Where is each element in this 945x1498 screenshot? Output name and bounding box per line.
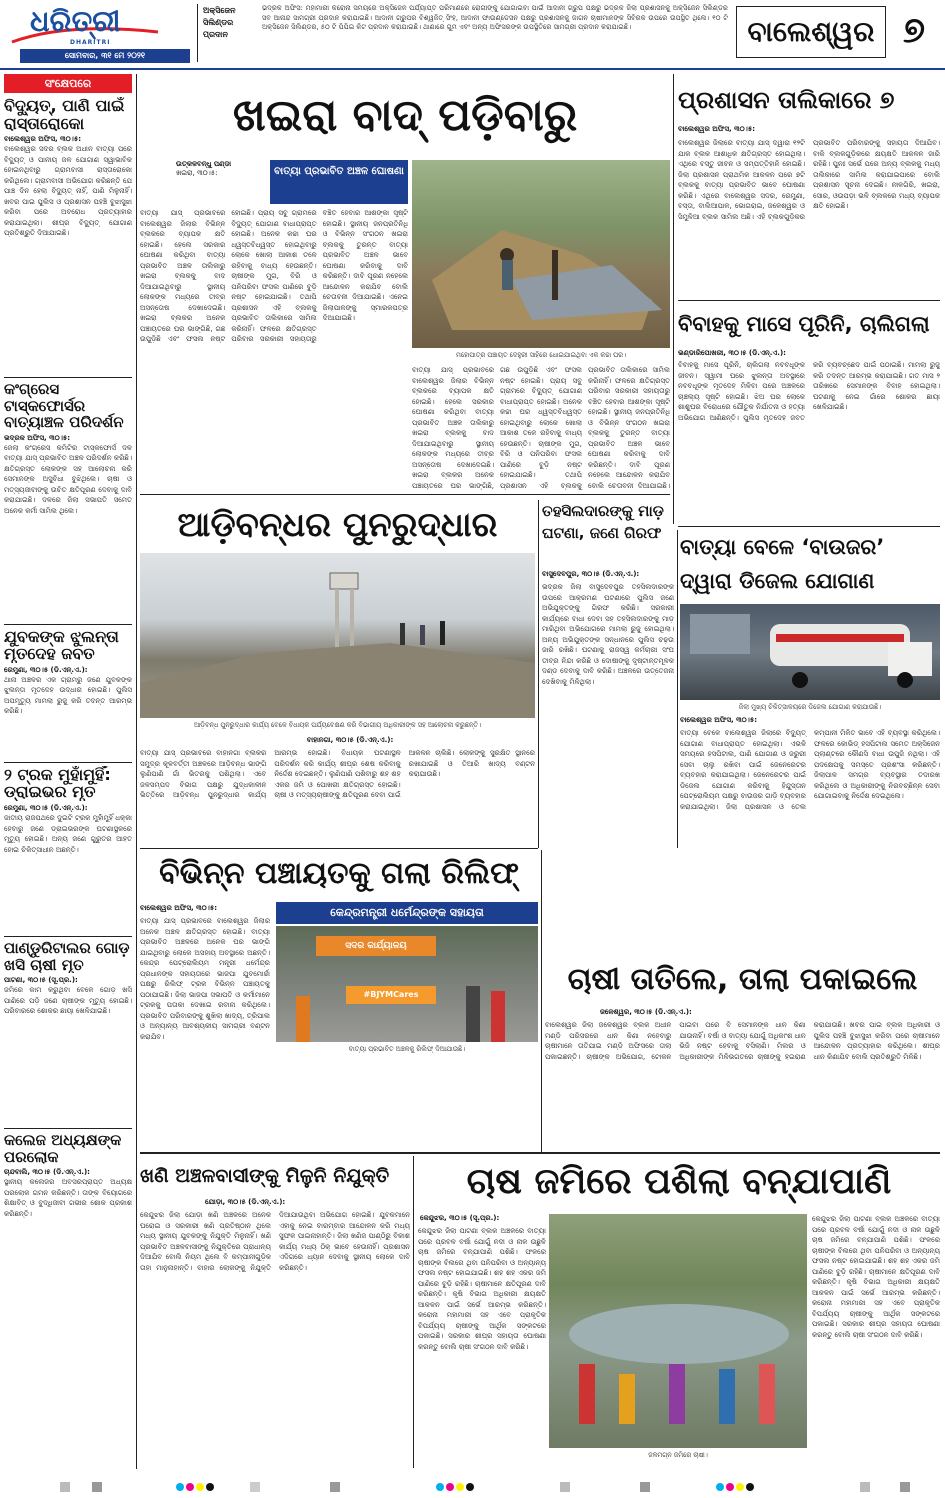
brief-body: ସ୍ଥାନୀୟ କଲେଜର ଅବସରପ୍ରାପ୍ତ ଅଧ୍ୟକ୍ଷ ପରଲୋକ ଗମନ କରିଛନ୍ତି। ତାଙ୍କ ବିୟୋଗରେ ଶିକ୍ଷାବିତ୍ ଓ ବୁଦ୍ଧିଜୀବୀ ଗଭୀର ଶୋକ ପ୍ରକାଶ କରିଛନ୍ତି। [4, 1178, 132, 1218]
brief-item [4, 628, 132, 759]
relief-photo-banner: #BJYMCares [346, 986, 436, 1004]
embankment-byline: ବାହାନଗା, ୩୦।୫ (ଡି.ଏନ୍.ଏ.): [306, 736, 394, 744]
brief-body: ଥାନା ଅଞ୍ଚଳର ଏକ ଗ୍ରାମରୁ ଜଣେ ଯୁବକଙ୍କ ଝୁଲନ୍ତା ମୃତଦେହ ଉଦ୍ଧାର ହୋଇଛି। ପୁଲିସ ଅପମୃତ୍ୟୁ ମାମଲା ରୁଜୁ କରି ତଦନ୍ତ ଆରମ୍ଭ କରିଛି। [4, 675, 132, 716]
issue-date: ସୋମବାର, ୩୧ ମେ ୨୦୨୧ [64, 51, 146, 60]
district-box [736, 6, 886, 58]
mining-body: କେନ୍ଦୁଝର ଜିଲା ଯୋଡ଼ା ଖଣି ଅଞ୍ଚଳରେ ଅନେକ ଘରୋଇ ଓ ସରକାରୀ ଖଣି ପ୍ରତିଷ୍ଠାନ ଥିଲେ ମଧ୍ୟ ସ୍ଥାନୀୟ ଯୁବକଙ୍କୁ ନିଯୁକ୍ତି ମିଳୁନାହିଁ। ଖଣି ପ୍ରଭାବିତ ଅଞ୍ଚଳବାସୀଙ୍କୁ ନିଯୁକ୍ତିରେ ପ୍ରାଧାନ୍ୟ ଦିଆଯିବ ବୋଲି ନିୟମ ଥିଲେ ବି କମ୍ପାନୀଗୁଡ଼ିକ ତାହା ମାନୁନାହାନ୍ତି। ବାହାର ଲୋକଙ୍କୁ ନିଯୁକ୍ତି ଦିଆଯାଉଥିବା ଅଭିଯୋଗ ହୋଇଛି। ଯୁବକମାନେ ଏହାକୁ ନେଇ ବାରମ୍ବାର ଆନ୍ଦୋଳନ କରି ମଧ୍ୟ ସୁଫଳ ପାଇନାହାନ୍ତି। ଜିଲା ଖଣିଜ ପାଣ୍ଠିରୁ ବିକାଶ କାର୍ଯ୍ୟ ମଧ୍ୟ ଠିକ୍ ଭାବେ ହେଉନାହିଁ। ପ୍ରଶାସନ ଏଦିଗରେ ଧ୍ୟାନ ଦେବାକୁ ସ୍ଥାନୀୟ ଲୋକେ ଦାବି କରିଛନ୍ତି। [140, 1211, 410, 1272]
brief-item [4, 1132, 132, 1317]
embankment-body: ବାତ୍ୟା ଯାସ୍ ପ୍ରଭାବରେ ବାହାନଗା ବ୍ଲକର ସମୁଦ୍ର କୂଳବର୍ତ୍ତୀ ଅଞ୍ଚଳରେ ଆଡ଼ିବନ୍ଧ ଭାଙ୍ଗି ଲୁଣିପାଣି ଗାଁ ଭିତରକୁ ପଶିଥିଲା। ଏବେ ଜଳସମ୍ପଦ ବିଭାଗ ପକ୍ଷରୁ ଯୁଦ୍ଧକାଳୀନ ଭିତ୍ତିରେ ଆଡ଼ିବନ୍ଧ ପୁନରୁଦ୍ଧାର କାର୍ଯ୍ୟ ଆରମ୍ଭ ହୋଇଛି। ବିଧାୟକ ଘଟଣାସ୍ଥଳ ପରିଦର୍ଶନ କରି କାର୍ଯ୍ୟ ଶୀଘ୍ର ଶେଷ କରିବାକୁ ନିର୍ଦ୍ଦେଶ ଦେଇଛନ୍ତି। ଲୁଣିପାଣି ପଶିବାରୁ ଶହ ଶହ ଏକର ଜମି ଓ ପୋଖରୀ କ୍ଷତିଗ୍ରସ୍ତ ହୋଇଛି। ଚାଷୀ ଓ ମତ୍ସ୍ୟଚାଷୀଙ୍କୁ କ୍ଷତିପୂରଣ ଦେବା ପାଇଁ ଆକଳନ ଚାଲିଛି। ଲୋକଙ୍କୁ ସୁରକ୍ଷିତ ସ୍ଥାନରେ ରଖାଯାଇଛି ଓ ତିଆରି ଖାଦ୍ୟ ବଣ୍ଟନ କରାଯାଉଛି। [140, 749, 535, 799]
brief-byline: ଭଦ୍ରକ ଅଫିସ, ୩୦।୫: [4, 433, 71, 442]
marriage-body: ବିବାହକୁ ମାସେ ପୂରିନି, ଚାଲିଗଲା ନବବଧୂଙ୍କ ଜୀବନ। ସ୍ୱାମୀ ଘରେ ଝୁଲନ୍ତା ଅବସ୍ଥାରେ ନବବଧୂଙ୍କ ମୃତଦେହ ମିଳିବା ପରେ ଅଞ୍ଚଳରେ ଚାଞ୍ଚଲ୍ୟ ସୃଷ୍ଟି ହୋଇଛି। ଝିଅ ଘର ଲୋକେ ଶାଶୁଘର ବିରୋଧରେ ଯୌତୁକ ନିର୍ଯାତନା ଓ ହତ୍ୟା ଅଭିଯୋଗ ଆଣିଛନ୍ତି। ପୁଲିସ ମୃତଦେହ ଜବତ କରି ବ୍ୟବଚ୍ଛେଦ ପାଇଁ ପଠାଇଛି। ମାମଲା ରୁଜୁ କରି ତଦନ୍ତ ଆରମ୍ଭ କରାଯାଇଛି। ଗତ ମାସ ୨ ତାରିଖରେ ସେମାନଙ୍କ ବିବାହ ହୋଇଥିଲା। ଘଟଣାକୁ ନେଇ ଗାଁରେ ଶୋକର ଛାୟା ଖେଳିଯାଇଛି। [678, 361, 940, 422]
tahsildar-headline: ତହସିଲଦାରଙ୍କୁ ମାଡ଼ ଘଟଣା, ଜଣେ ଗିରଫ [542, 502, 664, 542]
lead-headline: ଖଇରା ବାଦ୍ ପଡ଼ିବାରୁ [232, 90, 578, 141]
diesel-photo-caption: ଜିଲା ମୁଖ୍ୟ ଚିକିତ୍ସାଳୟରେ ଡିଜେଲ ଯୋଗାଣ କରାଯାଉଛି। [738, 703, 882, 711]
mining-headline: ଖଣି ଅଞ୍ଚଳବାସୀଙ୍କୁ ମିଳୁନି ନିଯୁକ୍ତି [140, 1165, 390, 1187]
logo-text: ଧରିତ୍ରୀ [30, 4, 121, 38]
print-registration-bar [0, 1476, 945, 1498]
farmer-byline: ଜଳେଶ୍ୱର, ୩୦।୫ (ଡି.ଏନ୍.ଏ.): [600, 1008, 692, 1016]
fuel-truck-icon [680, 604, 940, 700]
marriage-headline: ବିବାହକୁ ମାସେ ପୂରିନି, ଚାଲିଗଲା [678, 312, 930, 336]
brief-item [4, 97, 132, 374]
flood-byline: କେନ୍ଦୁଝର, ୩୦।୫ (ସୂ.ପ୍ର.): [420, 1214, 500, 1222]
brief-item [4, 940, 132, 1125]
date-bar [20, 49, 190, 63]
flash-label: ଅକ୍ସିଜେନ ସିଲିଣ୍ଡର ପ୍ରଦାନ [203, 6, 236, 39]
brief-body: ଜେଲା କଂଗ୍ରେସ କମିଟିର ଟାସ୍କଫୋର୍ସ ଦଳ ବାତ୍ୟା ଯାସ୍ ପ୍ରଭାବିତ ଅଞ୍ଚଳ ପରିଦର୍ଶନ କରିଛି। କ୍ଷତିଗ୍ରସ୍ତ ଲୋକଙ୍କ ସହ ଆଲୋଚନା କରି ସେମାନଙ୍କ ଅସୁବିଧା ବୁଝିଥିଲେ। ଚାଷୀ ଓ ମତ୍ସ୍ୟଜୀବୀଙ୍କୁ ଉଚିତ କ୍ଷତିପୂରଣ ଦେବାକୁ ଦାବି କରାଯାଇଛି। ଦଳରେ ଜିଲା ସଭାପତି ସମେତ ଅନେକ କର୍ମୀ ସାମିଲ ଥିଲେ। [4, 443, 132, 515]
lead-body-continued: ବାତ୍ୟା ଯାସ୍ ପ୍ରଭାବରେ ବାଲେଶ୍ୱର ଜିଲାର ବିଭିନ୍ନ ବ୍ଲକରେ ବ୍ୟାପକ କ୍ଷତି ହୋଇଛି। ହେଲେ ସରକାର ଘୋଷଣା କରିଥିବା ବାତ୍ୟା ପ୍ରଭାବିତ ଅଞ୍ଚଳ ତାଲିକାରୁ ଖଇରା ବ୍ଲକକୁ ବାଦ ଦିଆଯାଇଥିବାରୁ ସ୍ଥାନୀୟ ଲୋକଙ୍କ ମଧ୍ୟରେ ତୀବ୍ର ଅସନ୍ତୋଷ ଦେଖାଦେଇଛି। ଖଇରା ବ୍ଲକର ଅନେକ ପଞ୍ଚାୟତରେ ଘର ଭାଙ୍ଗିଛି, ଗଛ ଉପୁଡ଼ିଛି ଏବଂ ଫସଲ ନଷ୍ଟ ହୋଇଛି। ପ୍ରାୟ ସବୁ ଗ୍ରାମରେ ବିଦ୍ୟୁତ୍ ଯୋଗାଣ ବାଧାପ୍ରାପ୍ତ ହୋଇଛି। ଅନେକ କଚ୍ଚା ଘର ଧ୍ୱସ୍ତବିଧ୍ୱସ୍ତ ହୋଇଥିବାରୁ ଲୋକେ ଖୋଲା ଆକାଶ ତଳେ ରହିବାକୁ ବାଧ୍ୟ ହେଉଛନ୍ତି। ଚାଷୀଙ୍କ ମୁଗ, ବିରି ଓ ପନିପରିବା ଫସଲ ପାଣିରେ ବୁଡ଼ି ନଷ୍ଟ ହୋଇଯାଇଛି। ତଥାପି ପ୍ରଶାସନ ଏହି ବ୍ଲକକୁ ପ୍ରଭାବିତ ତାଲିକାରେ ସାମିଲ କରିନାହିଁ। ଫଳରେ କ୍ଷତିଗ୍ରସ୍ତ ପରିବାର ସରକାରୀ ସହାୟତାରୁ ବଞ୍ଚିତ ହେବାର ଆଶଙ୍କା ସୃଷ୍ଟି ହୋଇଛି। ସ୍ଥାନୀୟ ଜନପ୍ରତିନିଧି ଓ ବିଭିନ୍ନ ସଂଗଠନ ଖଇରା ବ୍ଲକକୁ ତୁରନ୍ତ ବାତ୍ୟା ପ୍ରଭାବିତ ଅଞ୍ଚଳ ଭାବେ ଘୋଷଣା କରିବାକୁ ଦାବି କରିଛନ୍ତି। ଦାବି ପୂରଣ ନହେଲେ ଆନ୍ଦୋଳନ କରାଯିବ ବୋଲି ଚେତାବନୀ ଦିଆଯାଇଛି। [412, 366, 670, 490]
mining-byline: ଯୋଡ଼ା, ୩୦।୫ (ଡି.ଏନ୍.ଏ.): [205, 1198, 286, 1206]
brief-headline: କଂଗ୍ରେସ ଟାସ୍କଫୋର୍ସର ବାତ୍ୟାଞ୍ଚଳ ପରିଦର୍ଶନ [4, 381, 124, 431]
lead-byline-block [176, 160, 266, 184]
embankment-photo [140, 553, 535, 718]
watchtower-icon [140, 553, 535, 718]
brief-headline: କଲେଜ ଅଧ୍ୟକ୍ଷଙ୍କ ପରଲୋକ [4, 1132, 122, 1166]
lead-photo [412, 160, 670, 348]
brief-byline: ରେମୁଣା, ୩୦।୫ (ଡି.ଏନ୍.ଏ.): [4, 804, 88, 813]
brief-headline: ପାଣ୍ଡୁରିଟାଲର ଗୋଡ଼ ଖସି ଚାଷୀ ମୃତ [4, 940, 130, 974]
brief-headline: ଯୁବକଙ୍କ ଝୁଲନ୍ତା ମୃତଦେହ ଜବତ [4, 627, 119, 663]
right-top-byline: ବାଲେଶ୍ୱର ଅଫିସ, ୩୦।୫: [678, 125, 755, 133]
brief-byline: ଚାନ୍ଦବାଲି, ୩୦।୫ (ଡି.ଏନ୍.ଏ.): [4, 1168, 90, 1177]
diesel-byline: ବାଲେଶ୍ୱର ଅଫିସ, ୩୦।୫: [680, 716, 757, 724]
section-tag: ସଂକ୍ଷେପରେ [4, 74, 132, 93]
marriage-byline: ଭଣ୍ଡାରିପୋଖରୀ, ୩୦।୫ (ଡି.ଏନ୍.ଏ.): [678, 349, 786, 357]
flood-photo [549, 1214, 807, 1448]
brief-headline: ବିଦ୍ୟୁତ୍, ପାଣି ପାଇଁ ରାସ୍ତାରୋକୋ [4, 97, 125, 133]
relief-byline: ବାଲେଶ୍ୱର ଅଫିସ, ୩୦।୫: [140, 904, 217, 912]
farmer-body: ବାଲେଶ୍ୱର ଜିଲା ଜଳେଶ୍ୱର ବ୍ଲକ ଅଧୀନ ମଣ୍ଡି ପରିସରରେ ଧାନ କିଣା ନହେବାରୁ ଚାଷୀମାନେ ତାତିଯାଇ ମଣ୍ଡି ଅଫିସରେ ତାଲା ପକାଇଛନ୍ତି। ଚାଷୀଙ୍କ ଅଭିଯୋଗ, ଟୋକନ ପାଇବା ପରେ ବି ସେମାନଙ୍କ ଧାନ କିଣା ଯାଉନାହିଁ। ବର୍ଷା ଓ ବାତ୍ୟା ଯୋଗୁଁ ଅଧିକାଂଶ ଧାନ ଭିଜି ନଷ୍ଟ ହେବାକୁ ବସିଲାଣି। ମିଲର ଓ ଅଧିକାରୀଙ୍କ ମିଳିଭଗତରେ ଚାଷୀଙ୍କୁ ହଇରାଣ କରାଯାଉଛି। ଖବର ପାଇ ବ୍ଲକ ଅଧିକାରୀ ଓ ପୁଲିସ ପହଞ୍ଚି ବୁଝାସୁଝା କରିବା ପରେ ଚାଷୀମାନେ ଆନ୍ଦୋଳନ ପ୍ରତ୍ୟାହାର କରିଥିଲେ। ଶୀଘ୍ର ଧାନ କିଣାଯିବ ବୋଲି ପ୍ରତିଶ୍ରୁତି ମିଳିଛି। [545, 1021, 940, 1061]
dharitri-logo [8, 2, 163, 48]
brief-item [4, 381, 132, 621]
lead-photo-caption: ମହୋପାତ୍ର ପଞ୍ଚାୟତ ଦେହୁରୀ ସାହିରେ ଧୋଇଯାଇଥିବା ଏକ କଚ୍ଚା ଘର। [455, 351, 627, 359]
embankment-photo-caption: ଆଡ଼ିବନ୍ଧ ପୁନରୁଦ୍ଧାର କାର୍ଯ୍ୟ ବେଳେ ବିଧାୟକ ପର୍ଯ୍ୟବେକ୍ଷଣ କରି ବିଭାଗୀୟ ଅଧିକାରୀଙ୍କ ସହ ଆଲୋଚନା କରୁଛନ୍ତି। [193, 721, 481, 729]
relief-photo [276, 926, 538, 1042]
flood-body: କେନ୍ଦୁଝର ଜିଲା ପାଟଣା ବ୍ଲକ ଅଞ୍ଚଳରେ ବାତ୍ୟା ପରେ ପ୍ରବଳ ବର୍ଷା ଯୋଗୁଁ ନଦୀ ଓ ନାଳ ଉଛୁଳି ଚାଷ ଜମିରେ ବନ୍ଯାପାଣି ପଶିଛି। ଫଳରେ ଚାଷୀଙ୍କ ବିଲରେ ଥିବା ପନିପରିବା ଓ ଅନ୍ୟାନ୍ୟ ଫସଲ ନଷ୍ଟ ହୋଇଯାଇଛି। ଶହ ଶହ ଏକର ଜମି ପାଣିରେ ବୁଡ଼ି ରହିଛି। ଚାଷୀମାନେ କ୍ଷତିପୂରଣ ଦାବି କରିଛନ୍ତି। କୃଷି ବିଭାଗ ଅଧିକାରୀ କ୍ଷୟକ୍ଷତି ଆକଳନ ପାଇଁ ସର୍ଭେ ଆରମ୍ଭ କରିଛନ୍ତି। କରୋନା ମହାମାରୀ ସହ ଏବେ ପ୍ରାକୃତିକ ବିପର୍ଯ୍ୟୟ ଚାଷୀଙ୍କୁ ଆର୍ଥିକ ସଙ୍କଟରେ ପକାଇଛି। ସରକାର ଶୀଘ୍ର ସହାୟତା ଘୋଷଣା କରନ୍ତୁ ବୋଲି ଚାଷୀ ସଂଗଠନ ଦାବି କରିଛି। [418, 1227, 546, 1351]
brief-body: ଜାତୀୟ ରାଜପଥରେ ଦୁଇଟି ଟ୍ରକ ମୁହାଁମୁହିଁ ଧକ୍କା ହେବାରୁ ଜଣେ ଡ୍ରାଇଭରଙ୍କ ଘଟଣାସ୍ଥଳରେ ମୃତ୍ୟୁ ହୋଇଛି। ଅନ୍ୟ ଜଣେ ଗୁରୁତର ଆହତ ହୋଇ ଚିକିତ୍ସାଧୀନ ଅଛନ୍ତି। [4, 814, 132, 854]
tahsildar-byline: ବାସୁଦେବପୁର, ୩୦।୫ (ଡି.ଏନ୍.ଏ.): [542, 570, 640, 578]
relief-badge [276, 902, 538, 924]
right-top-headline: ପ୍ରଶାସନ ତାଲିକାରେ ୭ [678, 86, 895, 114]
diesel-headline: ବାତ୍ୟା ବେଳେ ‘ବାଉଜର’ ଦ୍ୱାରା ଡିଜେଲ ଯୋଗାଣ [680, 535, 885, 593]
flood-body-right: କେନ୍ଦୁଝର ଜିଲା ପାଟଣା ବ୍ଲକ ଅଞ୍ଚଳରେ ବାତ୍ୟା ପରେ ପ୍ରବଳ ବର୍ଷା ଯୋଗୁଁ ନଦୀ ଓ ନାଳ ଉଛୁଳି ଚାଷ ଜମିରେ ବନ୍ଯାପାଣି ପଶିଛି। ଫଳରେ ଚାଷୀଙ୍କ ବିଲରେ ଥିବା ପନିପରିବା ଓ ଅନ୍ୟାନ୍ୟ ଫସଲ ନଷ୍ଟ ହୋଇଯାଇଛି। ଶହ ଶହ ଏକର ଜମି ପାଣିରେ ବୁଡ଼ି ରହିଛି। ଚାଷୀମାନେ କ୍ଷତିପୂରଣ ଦାବି କରିଛନ୍ତି। କୃଷି ବିଭାଗ ଅଧିକାରୀ କ୍ଷୟକ୍ଷତି ଆକଳନ ପାଇଁ ସର୍ଭେ ଆରମ୍ଭ କରିଛନ୍ତି। କରୋନା ମହାମାରୀ ସହ ଏବେ ପ୍ରାକୃତିକ ବିପର୍ଯ୍ୟୟ ଚାଷୀଙ୍କୁ ଆର୍ଥିକ ସଙ୍କଟରେ ପକାଇଛି। ସରକାର ଶୀଘ୍ର ସହାୟତା ଘୋଷଣା କରନ୍ତୁ ବୋଲି ଚାଷୀ ସଂଗଠନ ଦାବି କରିଛି। [812, 1215, 940, 1339]
farmer-headline: ଚାଷୀ ତାତିଲେ, ତାଲା ପକାଇଲେ [567, 962, 918, 997]
relief-body: ବାତ୍ୟା ଯାସ୍ ପ୍ରଭାବରେ ବାଲେଶ୍ୱର ଜିଲାର ଅନେକ ଅଞ୍ଚଳ କ୍ଷତିଗ୍ରସ୍ତ ହୋଇଛି। ବାତ୍ୟା ପ୍ରଭାବିତ ଅଞ୍ଚଳରେ ଅନେକ ଘର ଭାଙ୍ଗି ଯାଇଥିବାରୁ ଲୋକେ ଅସହାୟ ଅବସ୍ଥାରେ ଅଛନ୍ତି। କେନ୍ଦ୍ର ପେଟ୍ରୋଲିୟମ ମନ୍ତ୍ରୀ ଧର୍ମେନ୍ଦ୍ର ପ୍ରଧାନଙ୍କ ସହାୟତାରେ ଭାଜପା ଯୁବମୋର୍ଚ୍ଚା ପକ୍ଷରୁ ରିଲିଫ୍ ଟ୍ରକ ବିଭିନ୍ନ ପଞ୍ଚାୟତକୁ ପଠାଯାଇଛି। ଜିଲା ଭାଜପା ସଭାପତି ଓ କର୍ମୀମାନେ ଟ୍ରକକୁ ପତାକା ଦେଖାଇ ରବାନା କରିଥିଲେ। ପ୍ରଭାବିତ ପରିବାରଙ୍କୁ ଶୁଖିଲା ଖାଦ୍ୟ, ତ୍ରିପାଲ ଓ ଅନ୍ୟାନ୍ୟ ଆବଶ୍ୟକୀୟ ସାମଗ୍ରୀ ବଣ୍ଟନ କରାଯିବ। [140, 917, 270, 1041]
relief-people-icon [276, 926, 538, 1042]
flood-headline: ଚାଷ ଜମିରେ ପଶିଲା ବନ୍ଯାପାଣି [466, 1161, 892, 1202]
lead-body: ବାତ୍ୟା ଯାସ୍ ପ୍ରଭାବରେ ବାଲେଶ୍ୱର ଜିଲାର ବିଭିନ୍ନ ବ୍ଲକରେ ବ୍ୟାପକ କ୍ଷତି ହୋଇଛି। ହେଲେ ସରକାର ଘୋଷଣା କରିଥିବା ବାତ୍ୟା ପ୍ରଭାବିତ ଅଞ୍ଚଳ ତାଲିକାରୁ ଖଇରା ବ୍ଲକକୁ ବାଦ ଦିଆଯାଇଥିବାରୁ ସ୍ଥାନୀୟ ଲୋକଙ୍କ ମଧ୍ୟରେ ତୀବ୍ର ଅସନ୍ତୋଷ ଦେଖାଦେଇଛି। ଖଇରା ବ୍ଲକର ଅନେକ ପଞ୍ଚାୟତରେ ଘର ଭାଙ୍ଗିଛି, ଗଛ ଉପୁଡ଼ିଛି ଏବଂ ଫସଲ ନଷ୍ଟ ହୋଇଛି। ପ୍ରାୟ ସବୁ ଗ୍ରାମରେ ବିଦ୍ୟୁତ୍ ଯୋଗାଣ ବାଧାପ୍ରାପ୍ତ ହୋଇଛି। ଅନେକ କଚ୍ଚା ଘର ଧ୍ୱସ୍ତବିଧ୍ୱସ୍ତ ହୋଇଥିବାରୁ ଲୋକେ ଖୋଲା ଆକାଶ ତଳେ ରହିବାକୁ ବାଧ୍ୟ ହେଉଛନ୍ତି। ଚାଷୀଙ୍କ ମୁଗ, ବିରି ଓ ପନିପରିବା ଫସଲ ପାଣିରେ ବୁଡ଼ି ନଷ୍ଟ ହୋଇଯାଇଛି। ତଥାପି ପ୍ରଶାସନ ଏହି ବ୍ଲକକୁ ପ୍ରଭାବିତ ତାଲିକାରେ ସାମିଲ କରିନାହିଁ। ଫଳରେ କ୍ଷତିଗ୍ରସ୍ତ ପରିବାର ସରକାରୀ ସହାୟତାରୁ ବଞ୍ଚିତ ହେବାର ଆଶଙ୍କା ସୃଷ୍ଟି ହୋଇଛି। ସ୍ଥାନୀୟ ଜନପ୍ରତିନିଧି ଓ ବିଭିନ୍ନ ସଂଗଠନ ଖଇରା ବ୍ଲକକୁ ତୁରନ୍ତ ବାତ୍ୟା ପ୍ରଭାବିତ ଅଞ୍ଚଳ ଭାବେ ଘୋଷଣା କରିବାକୁ ଦାବି କରିଛନ୍ତି। ଦାବି ପୂରଣ ନହେଲେ ଆନ୍ଦୋଳନ କରାଯିବ ବୋଲି ଚେତାବନୀ ଦିଆଯାଇଛି। ଏନେଇ ଜିଲାପାଳଙ୍କୁ ସ୍ମାରକପତ୍ର ଦିଆଯାଇଛି। [140, 209, 408, 343]
brief-byline: ବାଲେଶ୍ୱର ଅଫିସ, ୩୦।୫: [4, 135, 81, 144]
embankment-headline: ଆଡ଼ିବନ୍ଧର ପୁନରୁଦ୍ଧାର [177, 505, 498, 545]
relief-badge-text: କେନ୍ଦ୍ରମନ୍ତ୍ରୀ ଧର୍ମେନ୍ଦ୍ରଙ୍କ ସହାୟତା [330, 906, 484, 919]
brief-item [4, 766, 132, 933]
page-number: ୭ [902, 10, 926, 51]
flash-text: ଭଦ୍ରକ ଅଫିସ: ମହାମାରୀ କରୋନା ସମୟରେ ଅକ୍ସିଜେନ ପର୍ଯ୍ୟାପ୍ତ ପରିମାଣରେ ରୋଗୀଙ୍କୁ ଯୋଗାଇବା ପାଇଁ ଆଦାନୀ ଗ୍ରୁପ ପକ୍ଷରୁ ଭଦ୍ରକ ଜିଲା ପ୍ରଶାସନକୁ ଅକ୍ସିଜେନ ସିଲିଣ୍ଡର ସବ ଆନାନ୍ଦ ସାମଗ୍ରୀ ପ୍ରଦାନ କରାଯାଇଛି। ଆଦାନୀ ଗ୍ରୁପର ବିଶ୍ୱଜିତ୍ ସିଂହ, ଆଦାନୀ ଫାଉଣ୍ଡେସନ ପକ୍ଷରୁ ପ୍ରଶାସନକୁ ଜାଗନ ଚାଷୀମାନଙ୍କ ସିବିରକ ଉପରେ ଉପସ୍ଥିତ ଥିଲେ। ୧୦ ଟି ଅକ୍ସିଜେନ ସିଲିଣ୍ଡର, ୫୦ ଟି ପିପିଇ କିଟ ପ୍ରଦାନ କରାଯାଇଛି। ଥାଣାରେ ଗୁମ ଏବଂ ଅନ୍ୟ ଅଫିସରଙ୍କ ଉପସ୍ଥିତିରେ ସାମଗ୍ରୀ ପ୍ରଦାନ କରାଯାଇଛି। [262, 4, 728, 31]
left-column [4, 74, 132, 1469]
brief-body: ବାଲେଶ୍ୱର ସଦର ବ୍ଲକ ଅଧୀନ ବାତ୍ୟା ପରେ ବିଦ୍ୟୁତ୍ ଓ ପାନୀୟ ଜଳ ଯୋଗାଣ ସ୍ୱାଭାବିକ ହୋଇନଥିବାରୁ ଗ୍ରାମବାସୀ ରାସ୍ତାରୋକୋ କରିଥିଲେ। ଗ୍ରାମବାସୀ ଅଭିଯୋଗ କରିଛନ୍ତି ଯେ ପାଞ୍ଚ ଦିନ ହେଲା ବିଦ୍ୟୁତ୍ ନାହିଁ, ପାଣି ମିଳୁନାହିଁ। ଖବର ପାଇ ପୁଲିସ ଓ ପ୍ରଶାସନ ପହଞ୍ଚି ବୁଝାସୁଝା କରିବା ପରେ ଅବରୋଧ ପ୍ରତ୍ୟାହାର କରାଯାଇଥିଲା। ଶୀଘ୍ର ବିଦ୍ୟୁତ୍ ଯୋଗାଣ ପ୍ରତିଶ୍ରୁତି ଦିଆଯାଇଛି। [4, 145, 132, 238]
collapsed-hut-icon [412, 160, 670, 348]
flood-photo-caption: ଜଳମଗ୍ନ ଜମିରେ ଚାଷୀ। [648, 1451, 708, 1459]
brief-byline: ପାଟଣା, ୩୦।୫ (ସୂ.ପ୍ର.): [4, 976, 78, 985]
relief-photo-caption: ବାତ୍ୟା ପ୍ରଭାବିତ ଅଞ୍ଚଳକୁ ରିଲିଫ୍ ଦିଆଯାଉଛି। [348, 1045, 466, 1053]
tahsildar-body: ଭଦ୍ରକ ଜିଲା ବାସୁଦେବପୁର ତହସିଲଦାରଙ୍କ ଉପରେ ଆକ୍ରମଣ ଘଟଣାରେ ପୁଲିସ ଜଣେ ଅଭିଯୁକ୍ତଙ୍କୁ ଗିରଫ କରିଛି। ସରକାରୀ କାର୍ଯ୍ୟରେ ବାଧା ଦେବା ସହ ତହସିଲଦାରଙ୍କୁ ମାଡ଼ ମାରିଥିବା ଅଭିଯୋଗରେ ମାମଲା ରୁଜୁ ହୋଇଥିଲା। ଅନ୍ୟ ଅଭିଯୁକ୍ତଙ୍କ ସନ୍ଧାନରେ ପୁଲିସ ଚଢ଼ଉ ଜାରି ରଖିଛି। ଘଟଣାକୁ ରାଜସ୍ୱ କର୍ମଚାରୀ ସଂଘ ତୀବ୍ର ନିନ୍ଦା କରିଛି ଓ ଦୋଷୀଙ୍କୁ ଦୃଷ୍ଟାନ୍ତମୂଳକ ଦଣ୍ଡ ଦେବାକୁ ଦାବି କରିଛି। ଅଞ୍ଚଳରେ ଉତ୍ତେଜନା ଦେଖିବାକୁ ମିଳିଥିଲା। [542, 583, 674, 686]
right-top-body: ବାଲେଶ୍ୱର ଜିଲାରେ ବାତ୍ୟା ଯାସ୍ ଦ୍ୱାରା ୧୨ଟି ଯାକ ବ୍ଲକ ଆଶାଧିକ କ୍ଷତିଗ୍ରସ୍ତ ହୋଇଥିଲା। ଏଥିରେ ବସ୍ତୁ ଜୀବନ ଓ ସମ୍ପତ୍ତିହାନି ହୋଇଛି। ଜିଲା ପ୍ରଶାସନ ପ୍ରାଥମିକ ଆକଳନ ପରେ ୭ଟି ବ୍ଲକକୁ ବାତ୍ୟା ପ୍ରଭାବିତ ଭାବେ ଘୋଷଣା କରିଛି। ଏଥିରେ ବାଲେଶ୍ୱର ସଦର, ରେମୁଣା, ବସ୍ତା, ବାଲିଆପାଳ, ଭୋଗରାଇ, ଜଳେଶ୍ୱର ଓ ସିମୁଳିଆ ବ୍ଲକ ସାମିଲ ଅଛି। ଏହି ବ୍ଲକଗୁଡ଼ିକର ପ୍ରଭାବିତ ପରିବାରଙ୍କୁ ସହାୟତା ଦିଆଯିବ। ବାକି ବ୍ଲକଗୁଡ଼ିକରେ କ୍ଷୟକ୍ଷତି ଆକଳନ ଜାରି ରହିଛି। ପୁନଃ ସର୍ଭେ ପରେ ଅନ୍ୟ ବ୍ଲକକୁ ମଧ୍ୟ ତାଲିକାରେ ସାମିଲ କରାଯାଇପାରେ ବୋଲି ପ୍ରଶାସନ ସୂଚନା ଦେଇଛି। ନୀଳଗିରି, ଖଇରା, ସୋର, ଓଉପଡ଼ା ଭଳି ବ୍ଲକରେ ମଧ୍ୟ ବ୍ୟାପକ କ୍ଷତି ହୋଇଛି। [678, 139, 940, 221]
masthead [0, 0, 945, 66]
lead-byline: ଉତ୍କଳବନ୍ଧୁ ପଣ୍ଡା [176, 160, 232, 168]
diesel-body: ବାତ୍ୟା ବେଳେ ବାଲେଶ୍ୱର ଜିଲାରେ ବିଦ୍ୟୁତ୍ ଯୋଗାଣ ବାଧାପ୍ରାପ୍ତ ହୋଇଥିଲା। ଏଭଳି ସମୟରେ ହସପିଟାଲ, ପାଣି ଯୋଗାଣ ଓ ଜରୁରୀ ସେବା ଚାଲୁ ରଖିବା ପାଇଁ ଜେନେରେଟର ବ୍ୟବହାର କରାଯାଇଥିଲା। ଜେନେରେଟର ପାଇଁ ଡିଜେଲ ଯୋଗାଣ କରିବାକୁ ହିନ୍ଦୁସ୍ତାନ ପେଟ୍ରୋଲିୟମ ପକ୍ଷରୁ ବାଉଜର ଗାଡ଼ି ବ୍ୟବହାର କରାଯାଇଥିଲା। ଜିଲା ପ୍ରଶାସନ ଓ ତେଲ କମ୍ପାନୀ ମିଳିତ ଭାବେ ଏହି ବ୍ୟବସ୍ଥା କରିଥିଲେ। ଫଳରେ କୋଭିଡ୍ ହସପିଟାଲ ସମେତ ଅକ୍ସିଜେନ ପ୍ଲାଣ୍ଟରେ କୌଣସି ବାଧା ଉପୁଜି ନଥିଲା। ଏହି ପଦକ୍ଷେପକୁ ସମସ୍ତେ ପ୍ରଶଂସା କରିଛନ୍ତି। ଜିଲାପାଳ ସମଗ୍ର ବ୍ୟବସ୍ଥାର ତଦାରଖ କରିଥିଲେ ଓ ଅଧିକାରୀଙ୍କୁ ନିରବଚ୍ଛିନ୍ନ ସେବା ଯୋଗାଇବାକୁ ନିର୍ଦ୍ଦେଶ ଦେଇଥିଲେ। [680, 729, 940, 811]
registration-marks-icon [0, 1476, 945, 1498]
diesel-photo [680, 604, 940, 700]
lead-badge [270, 160, 408, 204]
lead-dateline: ଖଇରା, ୩୦।୫: [176, 169, 218, 177]
flooded-field-icon [549, 1214, 807, 1448]
logo-subtext: DHARITRI [70, 39, 111, 46]
district-name: ବାଲେଶ୍ୱର [747, 15, 875, 48]
lead-badge-text: ବାତ୍ୟା ପ୍ରଭାବିତ ଅଞ୍ଚଳ ଘୋଷଣା [274, 166, 404, 177]
relief-photo-sign: ସଦର କାର୍ଯ୍ୟାଳୟ [316, 936, 436, 956]
brief-body: ଜମିରେ କାମ କରୁଥିବା ବେଳେ ଗୋଡ଼ ଖସି ପାଣିରେ ପଡ଼ି ଜଣେ ଚାଷୀଙ୍କ ମୃତ୍ୟୁ ହୋଇଛି। ପରିବାରରେ ଶୋକର ଛାୟା ଖେଳିଯାଇଛି। [4, 986, 132, 1016]
brief-byline: ରେମୁଣା, ୩୦।୫ (ଡି.ଏନ୍.ଏ.): [4, 665, 88, 674]
relief-headline: ବିଭିନ୍ନ ପଞ୍ଚାୟତକୁ ଗଲା ରିଲିଫ୍ [159, 856, 519, 891]
brief-headline: ୨ ଟ୍ରକ ମୁହାଁମୁହିଁ: ଡ୍ରାଇଭର ମୃତ [4, 765, 111, 802]
